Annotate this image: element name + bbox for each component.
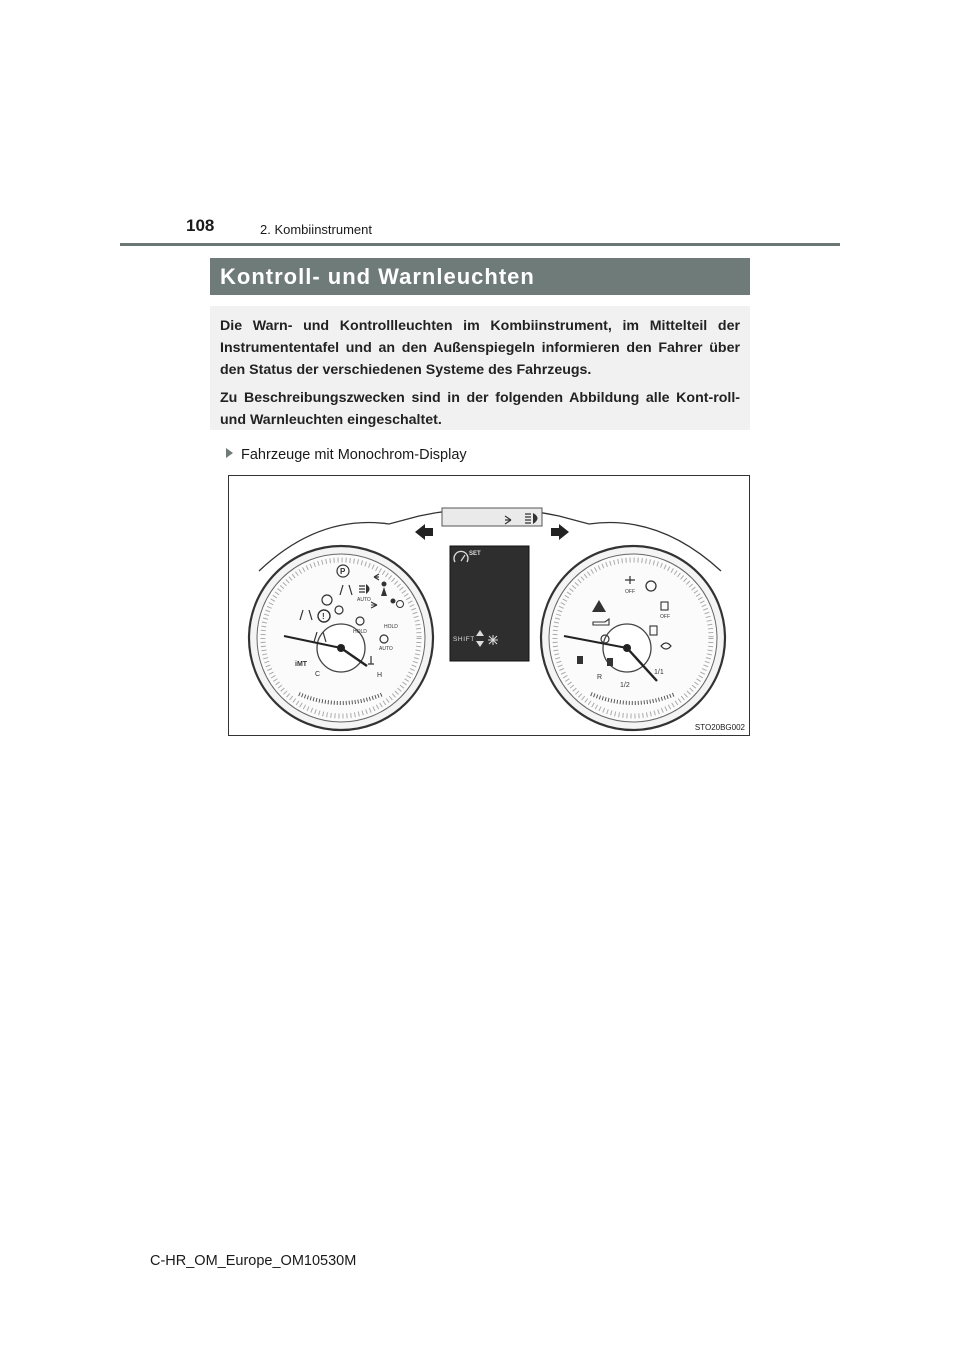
figure-code: STO20BG002 — [694, 723, 745, 732]
turn-right-icon — [551, 524, 569, 540]
fuel-door-icon — [607, 658, 613, 666]
chapter-title: 2. Kombiinstrument — [260, 222, 372, 237]
fuel-full-label: 1/1 — [654, 669, 664, 676]
auto-label-2: AUTO — [379, 646, 393, 652]
right-gauge — [541, 546, 725, 730]
section-title: Kontroll- und Warnleuchten — [210, 258, 750, 295]
intro-paragraph-1: Die Warn- und Kontrollleuchten im Kombiinstrument, im Mittelteil der Instrumententafel und an den Außenspiegeln informieren den Fahrer über den Status der verschiedenen Systeme des Fahrzeugs. — [220, 318, 740, 378]
set-label: SET — [469, 551, 481, 557]
fuel-pump-icon — [577, 656, 583, 664]
intro-paragraph-2: Zu Beschreibungszwecken sind in der folgenden Abbildung alle Kont-roll- und Warnleuchten eingeschaltet. — [220, 390, 740, 428]
fuel-half-label: 1/2 — [620, 682, 630, 689]
header-rule — [120, 243, 840, 246]
auto-label: AUTO — [357, 597, 371, 603]
temp-cold-label: C — [315, 671, 321, 678]
page-number: 108 — [186, 216, 215, 235]
svg-text:!: ! — [322, 612, 325, 621]
turn-left-icon — [415, 524, 433, 540]
off-label-1: OFF — [625, 589, 635, 595]
imt-label: iMT — [295, 661, 308, 668]
svg-text:P: P — [340, 567, 346, 576]
fuel-empty-label: R — [597, 674, 603, 681]
center-display — [450, 546, 529, 661]
shift-label: SHIFT — [453, 636, 475, 643]
hold-label-2: HOLD — [384, 624, 398, 630]
hold-label-1: HOLD — [353, 629, 367, 635]
intro-box — [210, 306, 750, 430]
triangle-bullet-icon — [226, 448, 233, 458]
instrument-cluster-figure — [228, 475, 750, 736]
temp-hot-label: H — [377, 672, 383, 679]
subheading — [226, 447, 467, 463]
footer-document-id: C-HR_OM_Europe_OM10530M — [150, 1253, 357, 1269]
left-gauge — [249, 546, 433, 730]
off-label-2: OFF — [660, 614, 670, 620]
instrument-cluster-illustration — [229, 476, 751, 737]
subheading-text: Fahrzeuge mit Monochrom-Display — [241, 447, 467, 463]
ice-warning-icon — [488, 635, 498, 645]
